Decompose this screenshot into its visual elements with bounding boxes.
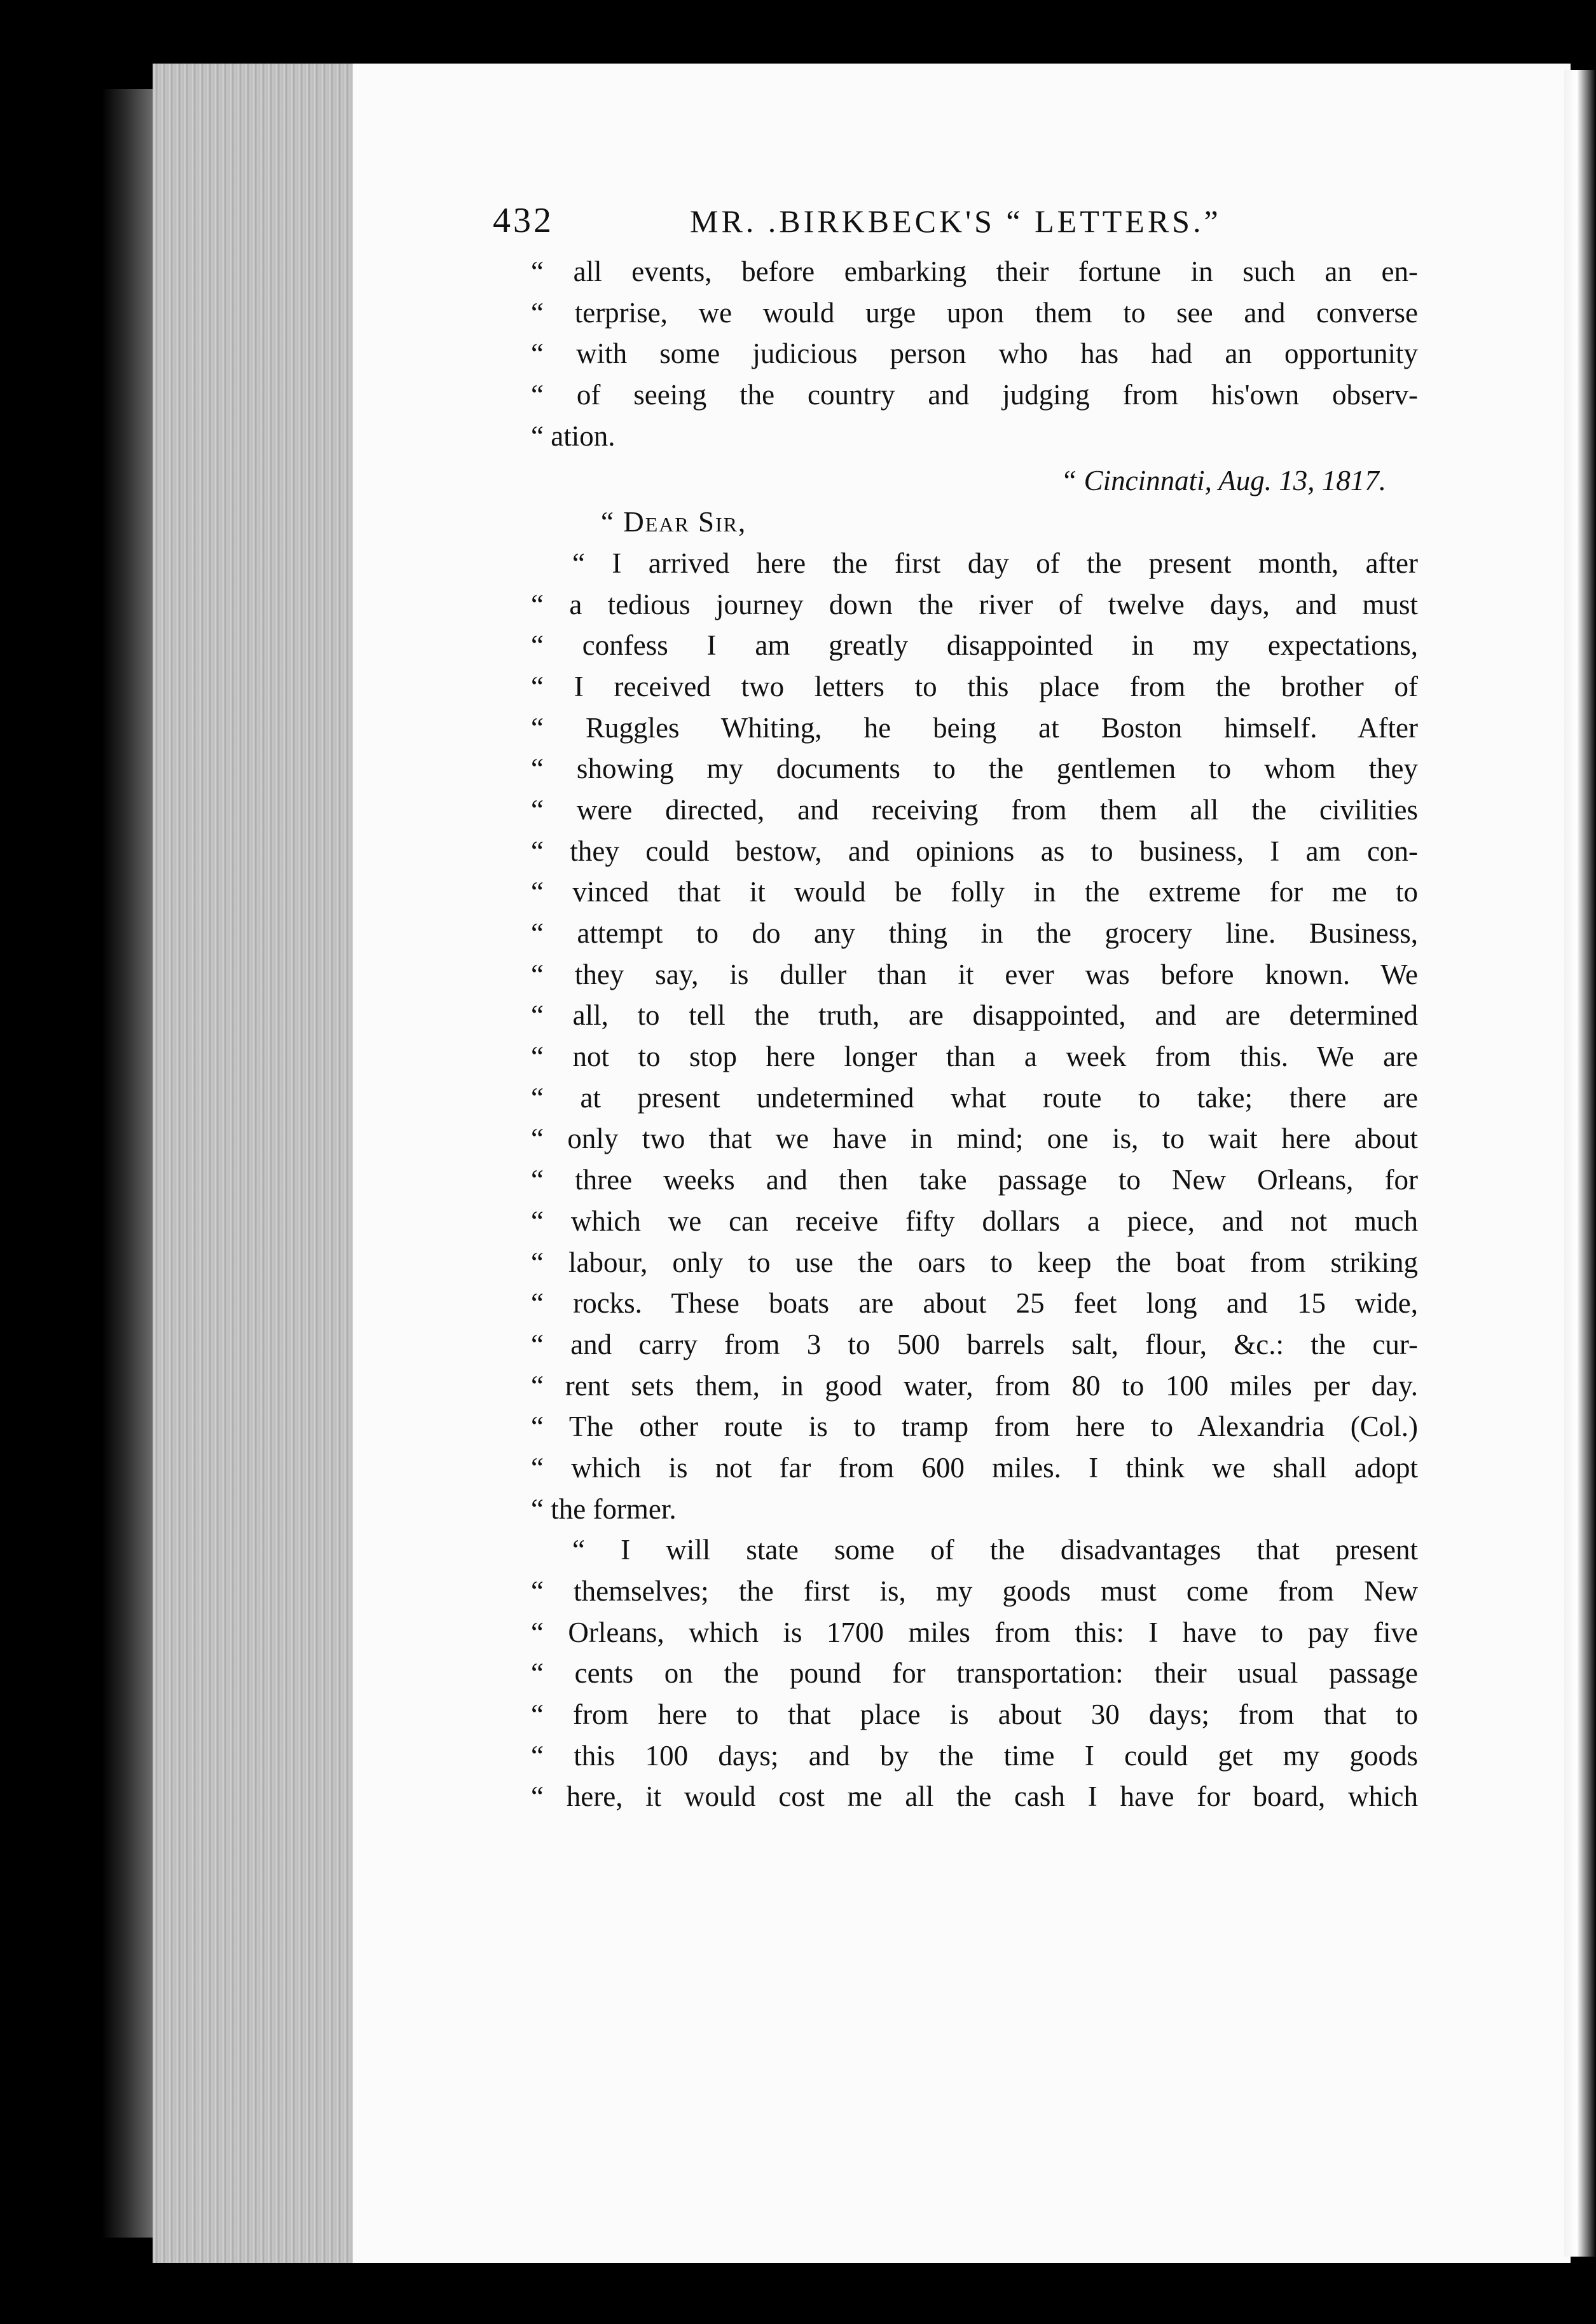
text-line: “ I will state some of the disadvantages that present (572, 1534, 1418, 1566)
text-line: “ which we can receive fifty dollars a piece, and not much (531, 1205, 1418, 1237)
text-line: “ they could bestow, and opinions as to business, I am con- (531, 835, 1418, 867)
text-line: “ at present undetermined what route to take; there are (531, 1081, 1418, 1114)
running-head: MR. .BIRKBECK'S “ LETTERS.” (690, 203, 1221, 239)
text-line: “ cents on the pound for transportation: their usual passage (531, 1657, 1418, 1690)
text-line: “ were directed, and receiving from them all the civilities (531, 793, 1418, 826)
text-line: “ I arrived here the first day of the present month, after (572, 547, 1418, 579)
text-line: “ all events, before embarking their fortune in such an en- (531, 256, 1418, 287)
text-line: “ not to stop here longer than a week from this. We are (531, 1041, 1418, 1073)
text-line: “ rent sets them, in good water, from 80 to 100 miles per day. (531, 1369, 1418, 1402)
page-right-edge (1564, 70, 1596, 2257)
text-line: “ terprise, we would urge upon them to see and converse (531, 296, 1418, 329)
text-line: “ Ruggles Whiting, he being at Boston himself. After (531, 711, 1418, 744)
text-line: “ a tedious journey down the river of twelve days, and must (531, 588, 1418, 620)
page-text (493, 194, 1418, 1817)
letter-salutation: “ Dear Sir, (601, 506, 747, 538)
page-header (493, 194, 1418, 251)
text-line: “ which is not far from 600 miles. I think we shall adopt (531, 1451, 1418, 1484)
text-line: “ they say, is duller than it ever was before known. We (531, 958, 1418, 990)
text-line: “ this 100 days; and by the time I could get my goods (531, 1739, 1418, 1772)
text-line: “ here, it would cost me all the cash I have for board, which (531, 1781, 1418, 1813)
text-line: “ three weeks and then take passage to New Orleans, for (531, 1164, 1418, 1196)
text-line: “ vinced that it would be folly in the extreme for me to (531, 876, 1418, 908)
text-line: “ only two that we have in mind; one is, to wait here about (531, 1123, 1418, 1155)
book-spine-shadow (102, 89, 159, 2238)
letter-dateline: “ Cincinnati, Aug. 13, 1817. (1061, 465, 1386, 497)
text-line: “ labour, only to use the oars to keep the boat from striking (531, 1246, 1418, 1278)
text-line: “ confess I am greatly disappointed in my expectations, (531, 629, 1418, 662)
text-line: “ of seeing the country and judging from his'own observ- (531, 379, 1418, 411)
page-number: 432 (493, 201, 554, 240)
text-line: “ ation. (531, 420, 616, 452)
text-line: “ rocks. These boats are about 25 feet long and 15 wide, (531, 1287, 1418, 1320)
text-line: “ all, to tell the truth, are disappointed, and are determined (531, 999, 1418, 1032)
text-line: “ from here to that place is about 30 days; from that to (531, 1699, 1418, 1731)
text-line: “ with some judicious person who has had an opportunity (531, 338, 1418, 370)
text-line: “ The other route is to tramp from here to Alexandria (Col.) (531, 1411, 1418, 1443)
paragraph-opening (531, 251, 1418, 456)
text-line: “ Orleans, which is 1700 miles from this: I have to pay five (531, 1616, 1418, 1648)
text-line: “ and carry from 3 to 500 barrels salt, flour, &c.: the cur- (531, 1328, 1418, 1360)
letter-body (531, 543, 1418, 1817)
text-line: “ themselves; the first is, my goods must come from New (531, 1575, 1418, 1607)
page-edges (153, 64, 356, 2263)
text-line: “ the former. (531, 1493, 677, 1525)
text-line: “ attempt to do any thing in the grocery line. Business, (531, 917, 1418, 949)
text-line: “ showing my documents to the gentlemen to whom they (531, 753, 1418, 785)
text-line: “ I received two letters to this place from the brother of (531, 670, 1418, 702)
